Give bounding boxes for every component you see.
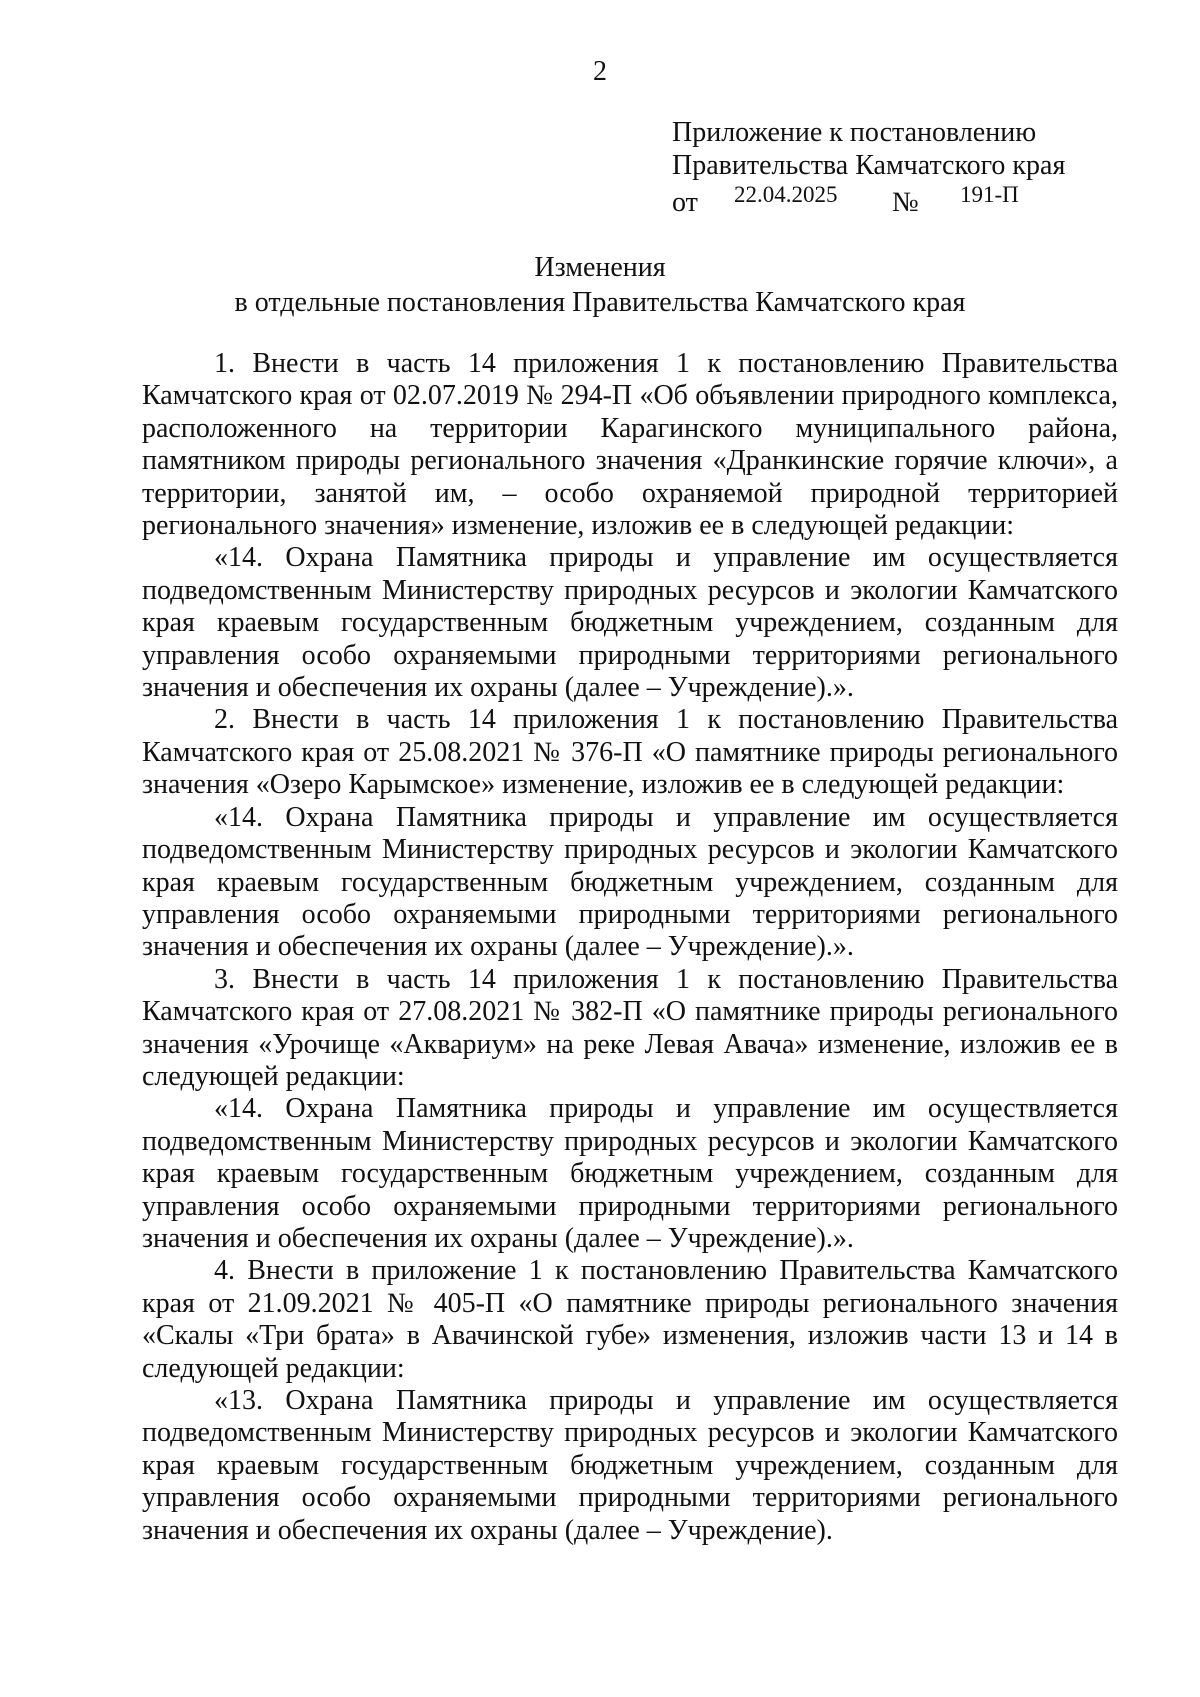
resolution-number: 191-П [960, 182, 1019, 207]
quoted-clause-14: «14. Охрана Памятника природы и управление им осуществляется подведомственным Министерству природных ресурсов и экологии Камчатского края краевым государственным бюджетным учреждением, созданным для управления особо охраняемыми природными территориями регионального значения и обеспечения их охраны (далее – Учреждение).». [142, 801, 1118, 963]
resolution-date: 22.04.2025 [734, 182, 838, 207]
document-title-line-1: Изменения [534, 252, 666, 283]
document-title-line-2: в отдельные постановления Правительства Камчатского края [234, 287, 966, 318]
page-number: 2 [593, 56, 607, 87]
paragraph-item-4: 4. Внести в приложение 1 к постановлению Правительства Камчатского края от 21.09.2021 № 405-П «О памятнике природы регионального значения «Скалы «Три брата» в Авачинской губе» изменения, изложив части 13 и 14 в следующей редакции: [142, 1255, 1118, 1384]
paragraph-item-1: 1. Внести в часть 14 приложения 1 к постановлению Правительства Камчатского края от 02.07.2019 № 294-П «Об объявлении природного комплекса, расположенного на территории Карагинского муниципального района, памятником природы регионального значения «Дранкинские горячие ключи», а территории, занятой им, – особо охраняемой природной территорией регионального значения» изменение, изложив ее в следующей редакции: [142, 348, 1118, 542]
paragraph-item-3: 3. Внести в часть 14 приложения 1 к постановлению Правительства Камчатского края от 27.08.2021 № 382-П «О памятнике природы регионального значения «Урочище «Аквариум» на реке Левая Авача» изменение, изложив ее в следующей редакции: [142, 963, 1118, 1092]
appendix-meta [672, 182, 1065, 218]
appendix-line-1: Приложение к постановлению [672, 117, 1037, 148]
document-body [142, 348, 1118, 1547]
quoted-clause-13: «13. Охрана Памятника природы и управление им осуществляется подведомственным Министерству природных ресурсов и экологии Камчатского края краевым государственным бюджетным учреждением, созданным для управления особо охраняемыми природными территориями регионального значения и обеспечения их охраны (далее – Учреждение). [142, 1385, 1118, 1546]
from-label: от [672, 187, 698, 218]
paragraph-item-2: 2. Внести в часть 14 приложения 1 к постановлению Правительства Камчатского края от 25.08.2021 № 376-П «О памятнике природы регионального значения «Озеро Карымское» изменение, изложив ее в следующей редакции: [142, 704, 1118, 801]
appendix-header [672, 116, 1065, 218]
appendix-line-2: Правительства Камчатского края [672, 150, 1066, 181]
quoted-clause-14: «14. Охрана Памятника природы и управление им осуществляется подведомственным Министерству природных ресурсов и экологии Камчатского края краевым государственным бюджетным учреждением, созданным для управления особо охраняемыми природными территориями регионального значения и обеспечения их охраны (далее – Учреждение).». [142, 1093, 1118, 1254]
number-sign: № [892, 187, 919, 218]
quoted-clause-14: «14. Охрана Памятника природы и управление им осуществляется подведомственным Министерству природных ресурсов и экологии Камчатского края краевым государственным бюджетным учреждением, созданным для управления особо охраняемыми природными территориями регионального значения и обеспечения их охраны (далее – Учреждение).». [142, 542, 1118, 704]
document-title [0, 250, 1200, 320]
